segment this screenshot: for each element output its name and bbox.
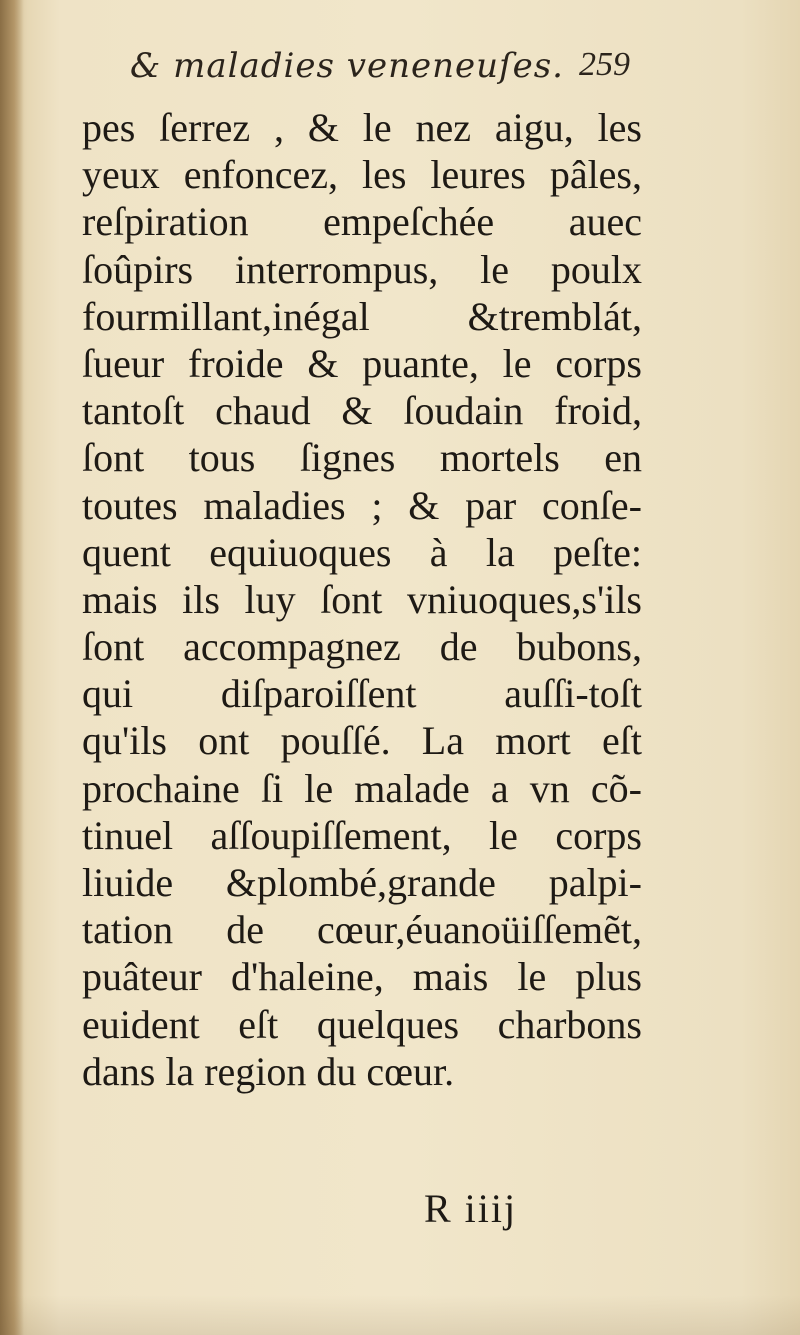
text-line: tantoſt chaud & ſoudain froid, [82, 388, 642, 434]
text-line: fourmillant,inégal &tremblát, [82, 293, 642, 339]
page-header [130, 46, 630, 106]
text-line: prochaine ſi le malade a vn cõ- [82, 765, 642, 811]
text-line: dans la region du cœur. [82, 1048, 455, 1094]
text-line: tation de cœur,éuanoüiſſemẽt, [82, 907, 642, 953]
text-line: puâteur d'haleine, mais le plus [82, 954, 642, 1000]
text-line: qui diſparoiſſent auſſi-toſt [82, 671, 642, 717]
text-line: yeux enfoncez, les leures pâles, [82, 152, 642, 198]
text-line: pes ſerrez , & le nez aigu, les [82, 105, 642, 150]
text-line: reſpiration empeſchée auec [82, 199, 642, 245]
text-line: ſoûpirs interrompus, le poulx [82, 246, 642, 292]
page-number: 259 [579, 46, 630, 83]
text-line: tinuel aſſoupiſſement, le corps [82, 812, 642, 858]
signature-mark: R iiij [424, 1186, 518, 1231]
binding-gutter [0, 0, 24, 1335]
text-line: qu'ils ont pouſſé. La mort eſt [82, 718, 642, 764]
page-shadow [0, 1295, 800, 1335]
running-head: & maladies veneneuſes. [130, 46, 564, 86]
text-line: ſont tous ſignes mortels en [82, 435, 642, 481]
text-line: toutes maladies ; & par conſe- [82, 482, 642, 528]
text-line: mais ils luy ſont vniuoques,s'ils [82, 576, 642, 622]
body-text [82, 104, 642, 1095]
text-line: ſueur froide & puante, le corps [82, 340, 642, 386]
text-line: quent equiuoques à la peſte: [82, 529, 642, 575]
text-line: liuide &plombé,grande palpi- [82, 860, 642, 905]
text-line: ſont accompagnez de bubons, [82, 624, 642, 670]
text-line: euident eſt quelques charbons [82, 1001, 642, 1047]
